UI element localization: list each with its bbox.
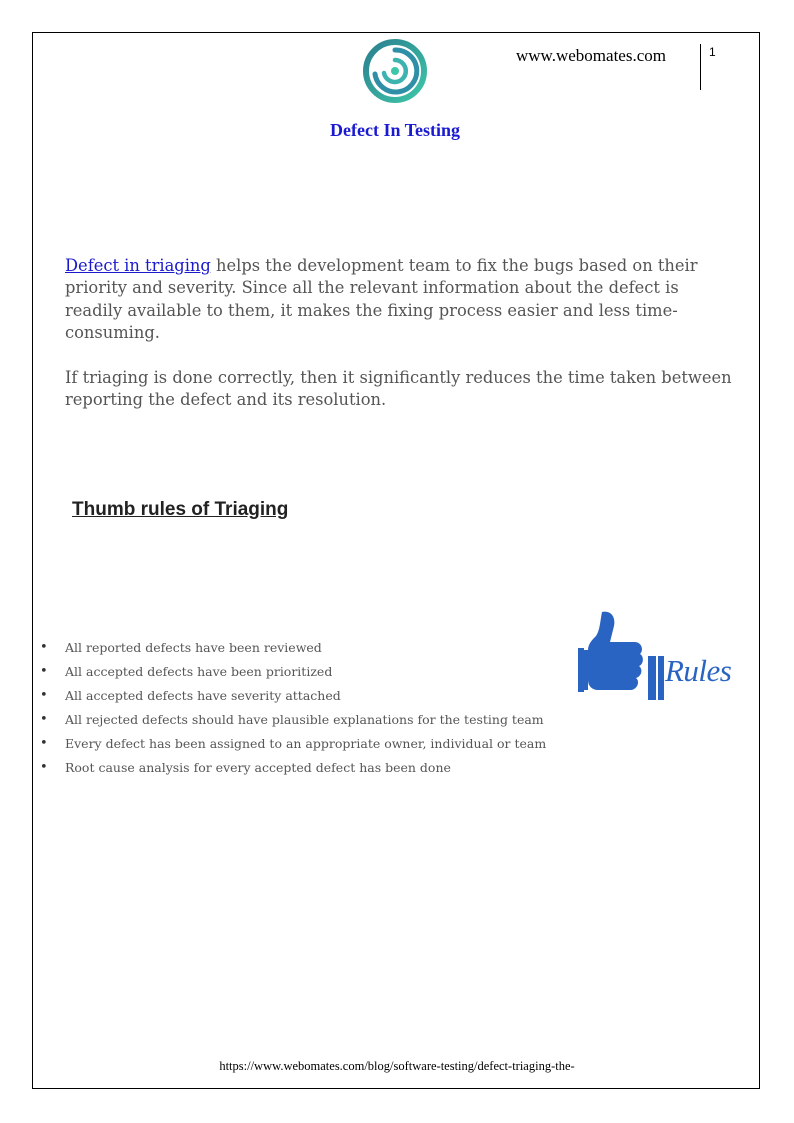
bullet-icon: • xyxy=(40,688,48,703)
bullet-icon: • xyxy=(40,736,48,751)
page-number-divider xyxy=(700,44,701,90)
triaging-paragraph: If triaging is done correctly, then it significantly reduces the time taken between reporting the defect and its resolution. xyxy=(65,368,732,410)
list-item: • Root cause analysis for every accepted defect has been done xyxy=(40,757,546,781)
page-border xyxy=(32,32,760,1089)
intro-paragraph xyxy=(65,255,737,345)
rules-list xyxy=(40,637,546,781)
list-item: • All rejected defects should have plausible explanations for the testing team xyxy=(40,709,546,733)
list-item: • Every defect has been assigned to an appropriate owner, individual or team xyxy=(40,733,546,757)
defect-triaging-link[interactable]: Defect in triaging xyxy=(65,256,211,275)
intro-paragraph-text: helps the development team to fix the bugs based on their priority and severity. Since all the relevant information about the defect is readily available to them, it makes the fixing process easier and less time-consuming. xyxy=(65,256,698,343)
list-item: • All accepted defects have severity attached xyxy=(40,685,546,709)
page-number: 1 xyxy=(709,45,716,59)
section-heading: Thumb rules of Triaging xyxy=(72,499,289,520)
bullet-icon: • xyxy=(40,712,48,727)
document-title: Defect In Testing xyxy=(330,120,460,140)
rules-label: Rules xyxy=(665,653,732,688)
spiral-logo-icon xyxy=(362,38,428,104)
site-url-link[interactable]: www.webomates.com xyxy=(516,46,666,65)
list-item: • All accepted defects have been prioritized xyxy=(40,661,546,685)
list-item: • All reported defects have been reviewed xyxy=(40,637,546,661)
bullet-icon: • xyxy=(40,664,48,679)
footer-url: https://www.webomates.com/blog/software-testing/defect-triaging-the- xyxy=(219,1059,575,1073)
bullet-icon: • xyxy=(40,640,48,655)
bullet-icon: • xyxy=(40,760,48,775)
